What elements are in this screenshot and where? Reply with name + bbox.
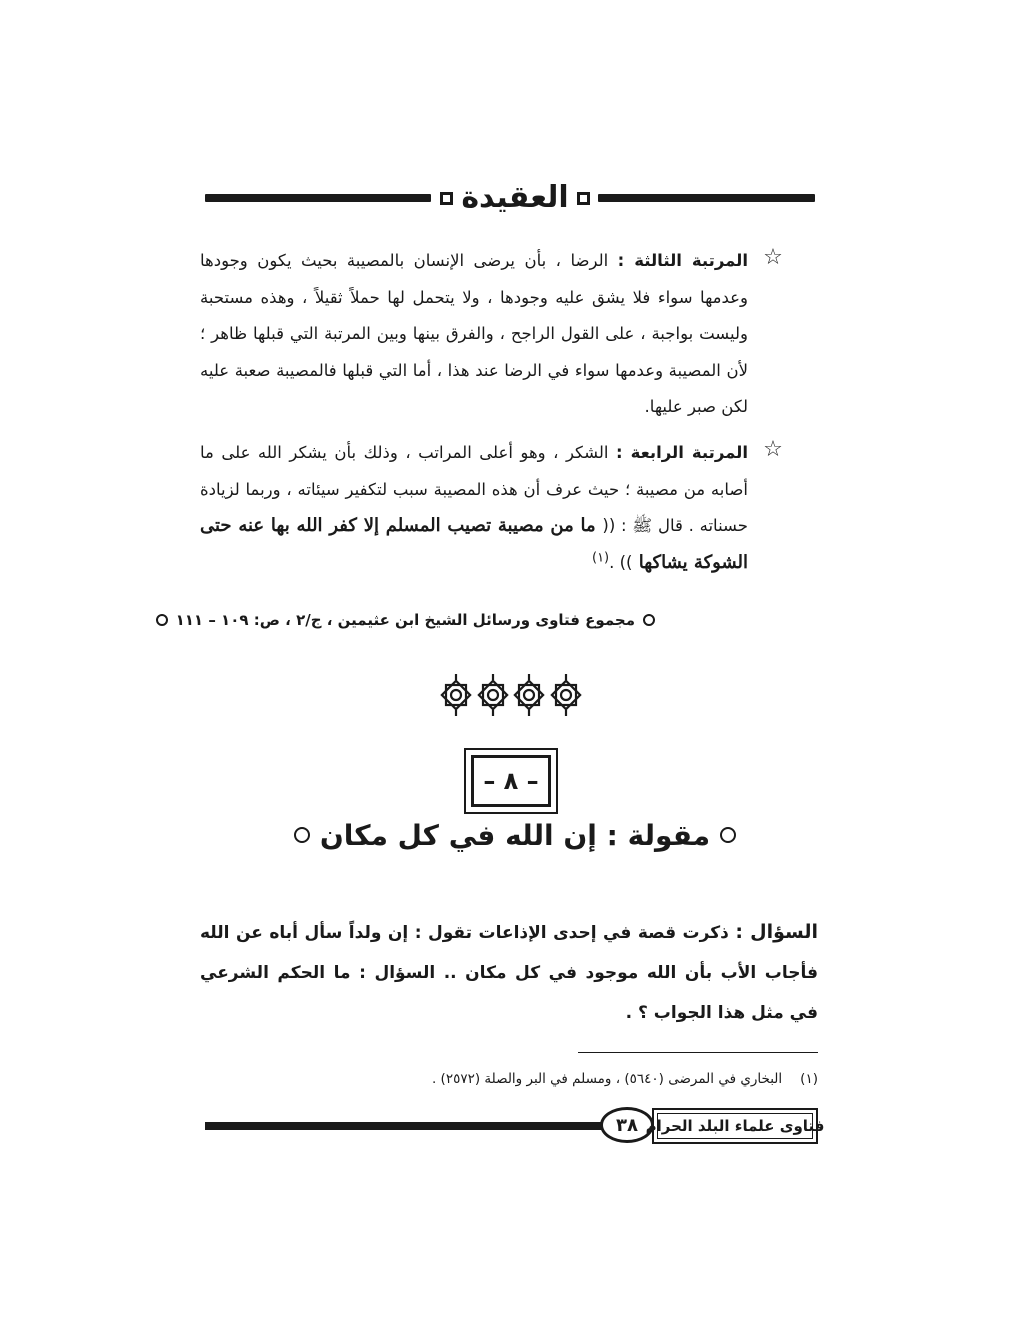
question-paragraph — [200, 912, 818, 1033]
footnote-rule — [578, 1052, 818, 1053]
footer-rule — [205, 1122, 625, 1130]
footnote-ref: (١) — [591, 550, 610, 565]
footnote-text: البخاري في المرضى (٥٦٤٠) ، ومسلم في البر والصلة (٢٥٧٢) . — [431, 1071, 783, 1087]
circle-bullet-icon — [643, 614, 655, 626]
question-label: السؤال : — [735, 921, 818, 943]
section-divider — [440, 672, 582, 718]
quote-close: )) . — [609, 552, 633, 572]
footnote-number: (١) — [800, 1071, 818, 1087]
page-title: العقيدة — [461, 180, 569, 215]
star-bullet-icon: ☆ — [763, 437, 783, 462]
source-citation — [175, 606, 655, 634]
paragraph-text: الرضا ، بأن يرضى الإنسان بالمصيبة بحيث يكون وجودها وعدمها سواء فلا يشق عليه وجودها ، ولا يتحمل لها حملاً ثقيلاً ، وهذه مستحبة وليست بواجبة ، على القول الراجح ، والفرق بينها وبين المرتبة التي قبلها ظاهر ؛ لأن المصيبة وعدمها سواء في الرضا عند هذا ، أما التي قبلها فالمصيبة صعبة عليه لكن صبر عليها. — [200, 251, 748, 416]
octagram-ornament-icon — [440, 672, 472, 718]
paragraph-text: الشكر ، وهو أعلى المراتب ، وذلك بأن يشكر الله على ما أصابه من مصيبة ؛ حيث عرف أن هذه المصيبة سبب لتكفير سيئاته ، وربما لزيادة حسناته . قال ﷺ : (( — [200, 443, 748, 535]
section-number-box — [464, 748, 558, 814]
octagram-ornament-icon — [550, 672, 582, 718]
section-number: – ٨ – — [471, 755, 551, 807]
section-heading — [319, 812, 711, 858]
paragraph-fourth-level — [200, 435, 748, 581]
hadith-quote: ما من مصيبة تصيب المسلم إلا كفر الله بها عنه حتى الشوكة يشاكها — [200, 515, 748, 573]
footnote — [400, 1066, 818, 1092]
circle-bullet-icon — [156, 614, 168, 626]
page-number: ٣٨ — [600, 1107, 654, 1143]
book-title-box — [645, 1108, 825, 1144]
paragraph-lead: المرتبة الثالثة : — [617, 251, 748, 270]
section-title: مقولة : إن الله في كل مكان — [319, 818, 711, 852]
octagram-ornament-icon — [477, 672, 509, 718]
circle-bullet-icon — [294, 827, 310, 843]
header — [440, 176, 590, 220]
paragraph-third-level — [200, 243, 748, 426]
octagram-ornament-icon — [513, 672, 545, 718]
header-rule-left — [205, 194, 431, 202]
header-rule-right — [598, 194, 815, 202]
book-title: فتاوى علماء البلد الحرام — [645, 1117, 825, 1135]
star-bullet-icon: ☆ — [763, 245, 783, 270]
question-text: ذكرت قصة في إحدى الإذاعات تقول : إن ولداً سأل أباه عن الله فأجاب الأب بأن الله موجود في كل مكان .. السؤال : ما الحكم الشرعي في مثل هذا الجواب ؟ . — [200, 923, 818, 1023]
source-text: مجموع فتاوى ورسائل الشيخ ابن عثيمين ، ج/٢ ، ص: ١٠٩ – ١١١ — [175, 611, 635, 629]
square-bullet-icon — [577, 192, 590, 205]
paragraph-lead: المرتبة الرابعة : — [616, 443, 748, 462]
circle-bullet-icon — [720, 827, 736, 843]
square-bullet-icon — [440, 192, 453, 205]
